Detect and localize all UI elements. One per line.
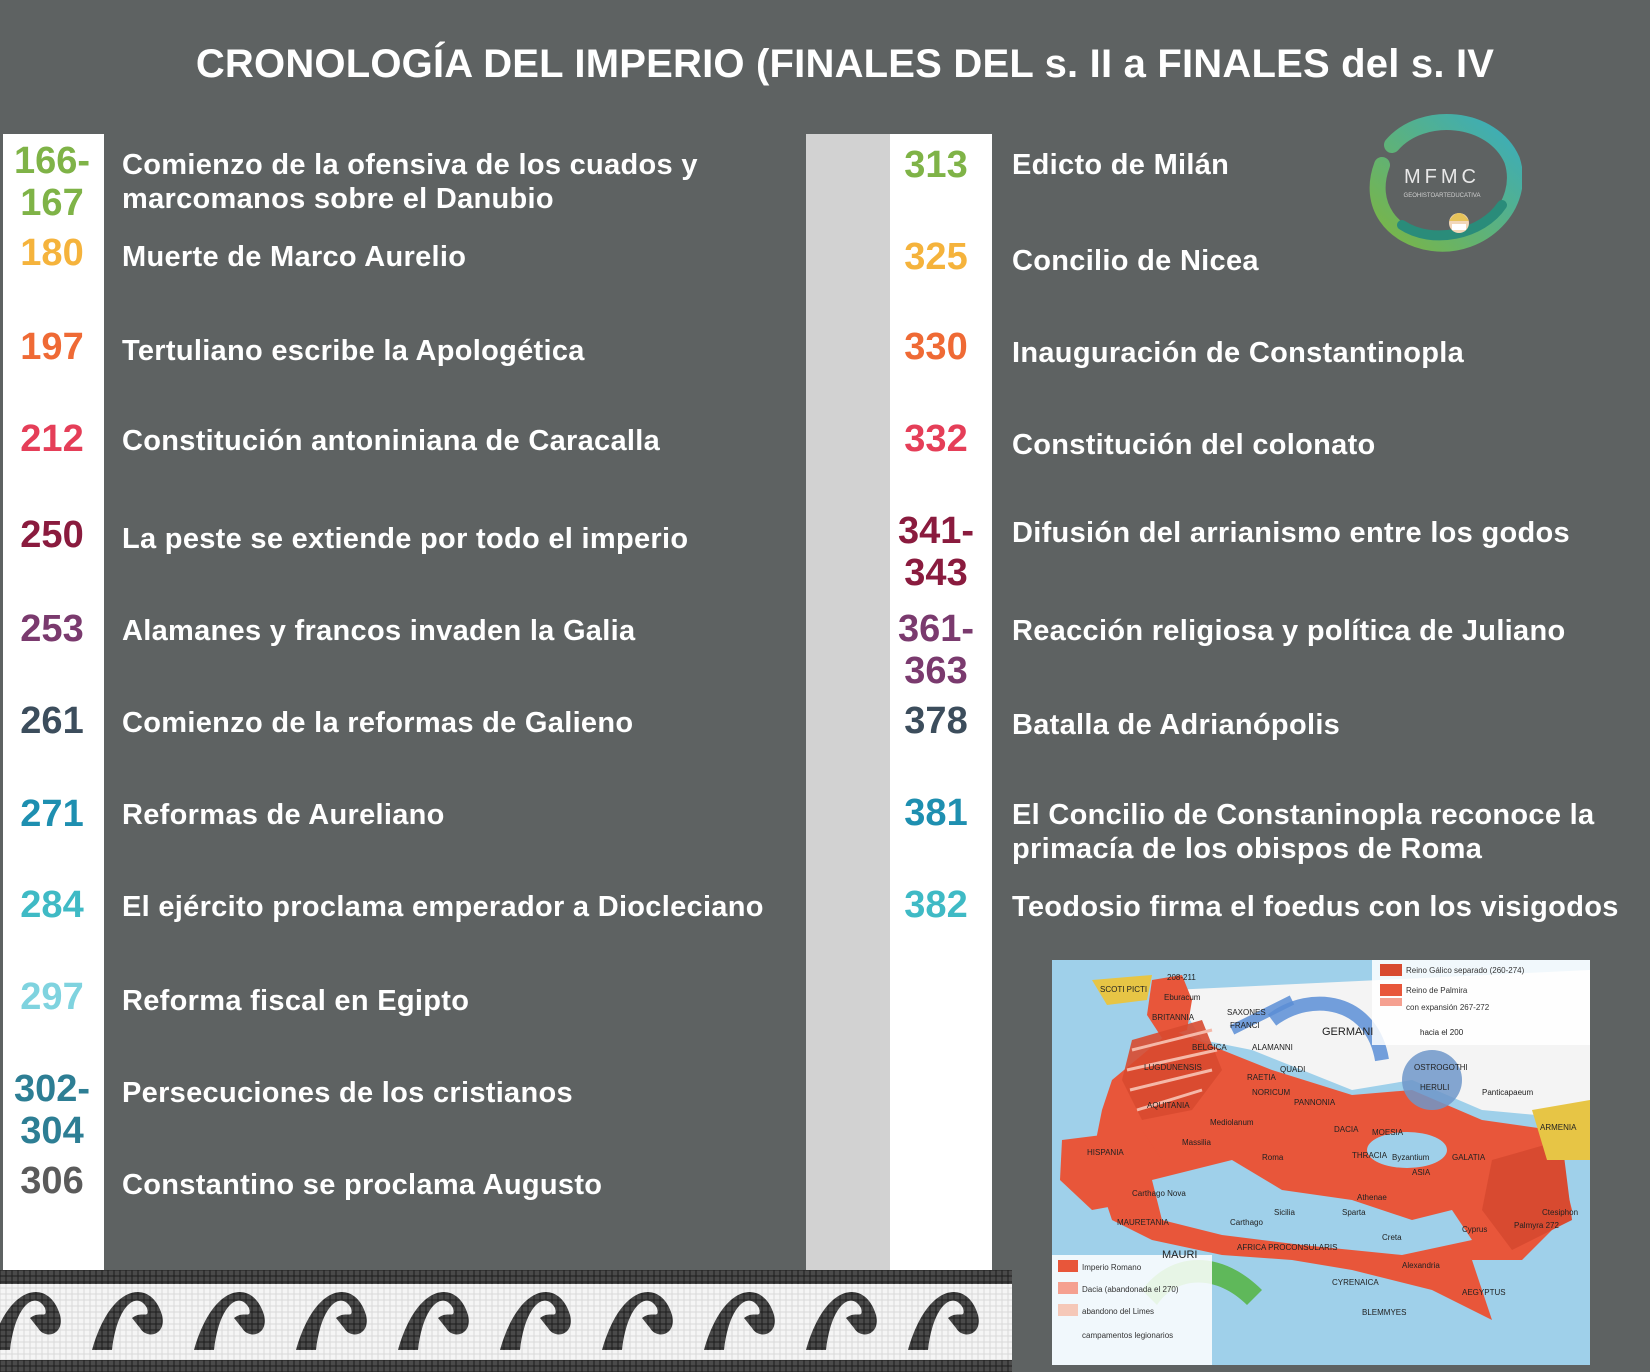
left-event-0: Comienzo de la ofensiva de los cuados y marcomanos sobre el Danubio xyxy=(122,149,698,215)
map-label: Ctesiphon xyxy=(1542,1208,1579,1217)
right-year-5: 361- 363 xyxy=(897,608,975,692)
left-event-8: El ejército proclama emperador a Diocleciano xyxy=(122,891,764,923)
center-gray-strip xyxy=(806,134,892,1270)
mfmc-logo xyxy=(1362,105,1522,255)
left-event-9: Reforma fiscal en Egipto xyxy=(122,985,470,1017)
logo-subtext: GEOHISTOARTEDUCATIVA xyxy=(1403,193,1481,199)
right-year-1: 325 xyxy=(904,236,968,278)
right-event-8: Teodosio firma el foedus con los visigodos xyxy=(1012,891,1619,923)
right-year-0: 313 xyxy=(904,144,968,186)
left-event-4: La peste se extiende por todo el imperio xyxy=(122,523,689,555)
map-legend-camps: campamentos legionarios xyxy=(1082,1331,1174,1340)
left-event-3: Constitución antoniniana de Caracalla xyxy=(122,425,661,457)
left-event-2: Tertuliano escribe la Apologética xyxy=(122,335,585,367)
map-label: BELGICA xyxy=(1192,1043,1227,1052)
map-legend-dacia: Dacia (abandonada el 270) xyxy=(1082,1285,1179,1294)
map-label: ASIA xyxy=(1412,1168,1431,1177)
map-label: 208-211 xyxy=(1167,973,1196,982)
right-year-2: 330 xyxy=(904,326,968,368)
map-label: Eburacum xyxy=(1164,993,1201,1002)
right-event-0: Edicto de Milán xyxy=(1012,149,1230,181)
page-title: CRONOLOGÍA DEL IMPERIO (FINALES DEL s. II a FINALES del s. IV xyxy=(195,42,1495,86)
right-event-6: Batalla de Adrianópolis xyxy=(1012,709,1341,741)
left-year-4: 250 xyxy=(20,514,84,556)
map-legend-palmyra-expansion: con expansión 267-272 xyxy=(1406,1003,1490,1012)
right-event-5: Reacción religiosa y política de Juliano xyxy=(1012,615,1566,647)
map-label: HISPANIA xyxy=(1087,1148,1124,1157)
map-label: HERULI xyxy=(1420,1083,1450,1092)
map-label: RAETIA xyxy=(1247,1073,1276,1082)
map-label: Carthago Nova xyxy=(1132,1189,1186,1198)
map-legend-empire: Imperio Romano xyxy=(1082,1263,1142,1272)
map-legend-palmyra: Reino de Palmira xyxy=(1406,986,1468,995)
map-label: BRITANNIA xyxy=(1152,1013,1195,1022)
right-event-7: El Concilio de Constaninopla reconoce la primacía de los obispos de Roma xyxy=(1012,799,1595,865)
map-label: SCOTI PICTI xyxy=(1100,985,1148,994)
map-label: GALATIA xyxy=(1452,1153,1486,1162)
map-label: Carthago xyxy=(1230,1218,1263,1227)
logo-text: MFMC xyxy=(1404,166,1480,188)
map-label: Massilia xyxy=(1182,1138,1211,1147)
left-event-1: Muerte de Marco Aurelio xyxy=(122,241,467,273)
right-event-2: Inauguración de Constantinopla xyxy=(1012,337,1465,369)
map-label: ARMENIA xyxy=(1540,1123,1577,1132)
left-event-10: Persecuciones de los cristianos xyxy=(122,1077,573,1109)
map-label: SAXONES xyxy=(1227,1008,1266,1017)
left-year-1: 180 xyxy=(20,232,84,274)
left-year-9: 297 xyxy=(20,976,84,1018)
map-label: Roma xyxy=(1262,1153,1284,1162)
map-label: QUADI xyxy=(1280,1065,1306,1074)
map-label: AFRICA PROCONSULARIS xyxy=(1237,1243,1338,1252)
map-label: Alexandria xyxy=(1402,1261,1440,1270)
map-label: GERMANI xyxy=(1322,1026,1374,1038)
right-event-3: Constitución del colonato xyxy=(1012,429,1376,461)
right-event-1: Concilio de Nicea xyxy=(1012,245,1259,277)
left-year-3: 212 xyxy=(20,418,84,460)
left-year-10: 302- 304 xyxy=(13,1068,91,1152)
map-label: Sicilia xyxy=(1274,1208,1295,1217)
map-label: PANNONIA xyxy=(1294,1098,1336,1107)
right-year-6: 378 xyxy=(904,700,968,742)
map-label: Mediolanum xyxy=(1210,1118,1254,1127)
map-label: FRANCI xyxy=(1230,1021,1260,1030)
right-event-4: Difusión del arrianismo entre los godos xyxy=(1012,517,1570,549)
left-event-6: Comienzo de la reformas de Galieno xyxy=(122,707,634,739)
map-label: ALAMANNI xyxy=(1252,1043,1293,1052)
left-year-0: 166- 167 xyxy=(13,140,91,224)
right-year-4: 341- 343 xyxy=(897,510,975,594)
map-label: AEGYPTUS xyxy=(1462,1288,1506,1297)
map-label: THRACIA xyxy=(1352,1151,1388,1160)
map-label: OSTROGOTHI xyxy=(1414,1063,1468,1072)
map-label: Sparta xyxy=(1342,1208,1366,1217)
map-label: MAURI xyxy=(1162,1249,1198,1261)
map-legend-gallic: Reino Gálico separado (260-274) xyxy=(1406,966,1525,975)
map-label: Creta xyxy=(1382,1233,1402,1242)
left-year-8: 284 xyxy=(20,884,84,926)
left-year-7: 271 xyxy=(20,793,84,835)
left-year-11: 306 xyxy=(20,1160,84,1202)
left-event-5: Alamanes y francos invaden la Galia xyxy=(122,615,636,647)
left-event-7: Reformas de Aureliano xyxy=(122,799,445,831)
map-label: MAURETANIA xyxy=(1117,1218,1169,1227)
map-label: Palmyra 272 xyxy=(1514,1221,1559,1230)
map-label: BLEMMYES xyxy=(1362,1308,1407,1317)
right-year-7: 381 xyxy=(904,792,968,834)
roman-empire-map xyxy=(1052,960,1590,1365)
left-year-2: 197 xyxy=(20,326,84,368)
map-label: Byzantium xyxy=(1392,1153,1430,1162)
map-label: Cyprus xyxy=(1462,1225,1488,1234)
map-label: hacia el 200 xyxy=(1420,1028,1464,1037)
map-label: LUGDUNENSIS xyxy=(1144,1063,1202,1072)
map-label: MOESIA xyxy=(1372,1128,1404,1137)
left-year-6: 261 xyxy=(20,700,84,742)
right-year-8: 382 xyxy=(904,884,968,926)
mosaic-border xyxy=(0,1270,1012,1372)
map-label: Athenae xyxy=(1357,1193,1387,1202)
map-legend-limes: abandono del Limes xyxy=(1082,1307,1155,1316)
right-year-3: 332 xyxy=(904,418,968,460)
map-label: CYRENAICA xyxy=(1332,1278,1379,1287)
left-event-11: Constantino se proclama Augusto xyxy=(122,1169,603,1201)
left-year-5: 253 xyxy=(20,608,84,650)
map-label: NORICUM xyxy=(1252,1088,1291,1097)
map-label: AQUITANIA xyxy=(1147,1101,1190,1110)
map-label: Panticapaeum xyxy=(1482,1088,1534,1097)
map-label: DACIA xyxy=(1334,1125,1359,1134)
